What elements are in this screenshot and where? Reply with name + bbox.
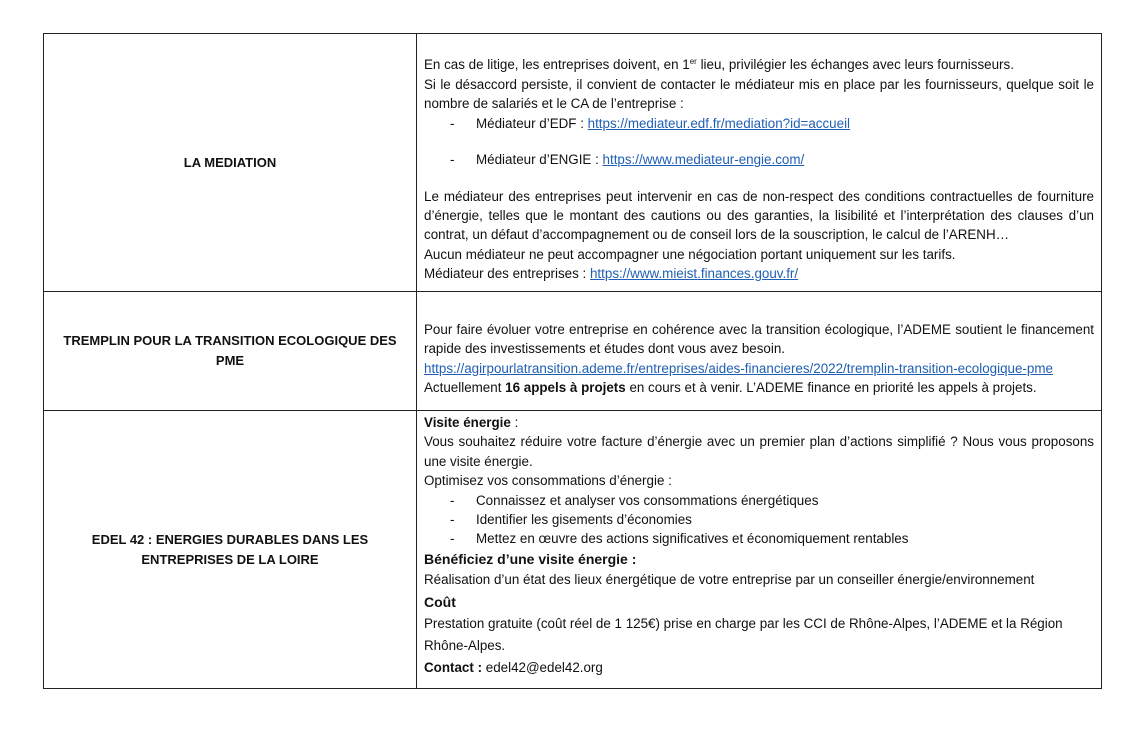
beneficiez-heading: Bénéficiez d’une visite énergie :: [424, 550, 637, 567]
spacer: [450, 133, 1094, 150]
highlight-text: 16 appels à projets: [505, 379, 626, 395]
paragraph: [424, 359, 1094, 378]
row-content-tremplin: [417, 292, 1102, 411]
paragraph: Aucun médiateur ne peut accompagner une négociation portant uniquement sur les tarifs.: [424, 246, 956, 262]
tremplin-link[interactable]: https://agirpourlatransition.ademe.fr/entreprises/aides-financieres/2022/tremplin-transition-ecologique-pme: [424, 360, 1053, 376]
row-label-edel42: EDEL 42 : ENERGIES DURABLES DANS LES ENTREPRISES DE LA LOIRE: [44, 411, 417, 689]
row-label-tremplin: TREMPLIN POUR LA TRANSITION ECOLOGIQUE DES PME: [44, 292, 417, 411]
engie-mediator-link[interactable]: https://www.mediateur-engie.com/: [602, 152, 805, 168]
benefits-list: [424, 491, 1094, 549]
spacer: [424, 170, 1094, 187]
table-row: [44, 34, 1102, 292]
text: :: [510, 415, 519, 430]
superscript: er: [689, 57, 697, 67]
paragraph: Pour faire évoluer votre entreprise en cohérence avec la transition écologique, l’ADEME soutient le financement rapide des investissements et études dont vous avez besoin.: [424, 321, 1094, 357]
paragraph: [424, 413, 1094, 432]
visite-heading: Visite énergie: [424, 415, 511, 430]
paragraph: [424, 657, 1094, 679]
table-row: [44, 292, 1102, 411]
text: en cours et à venir. L’ADEME finance en priorité les appels à projets.: [625, 379, 1037, 395]
engie-label: Médiateur d’ENGIE :: [476, 152, 603, 168]
dash-bullet: -: [450, 152, 455, 168]
row-content-mediation: [417, 34, 1102, 292]
bullet-text: Mettez en œuvre des actions significatives et économiquement rentables: [476, 531, 909, 547]
paragraph: [424, 264, 1094, 283]
bullet-text: Identifier les gisements d’économies: [476, 512, 692, 528]
list-item: [450, 150, 1094, 169]
paragraph: Prestation gratuite (coût réel de 1 125€) prise en charge par les CCI de Rhône-Alpes, l’ADEME et la Région Rhône-Alpes.: [424, 615, 1063, 653]
paragraph: [424, 378, 1094, 397]
text: En cas de litige, les entreprises doivent, en 1: [424, 57, 690, 73]
mie-label: Médiateur des entreprises :: [424, 266, 590, 282]
list-item: [450, 529, 1094, 548]
text: Actuellement: [424, 379, 506, 395]
paragraph: Réalisation d’un état des lieux énergétique de votre entreprise par un conseiller énergie/environnement: [424, 571, 1035, 587]
contact-label: Contact :: [424, 659, 486, 675]
edf-label: Médiateur d’EDF :: [476, 115, 588, 131]
row-label-mediation: LA MEDIATION: [44, 34, 417, 292]
mie-link[interactable]: https://www.mieist.finances.gouv.fr/: [589, 266, 799, 282]
dash-bullet: -: [450, 531, 455, 547]
edf-mediator-link[interactable]: https://mediateur.edf.fr/mediation?id=accueil: [587, 115, 851, 131]
cout-heading: Coût: [424, 593, 456, 610]
contact-email: edel42@edel42.org: [485, 659, 603, 675]
list-item: [450, 510, 1094, 529]
paragraph: Le médiateur des entreprises peut intervenir en cas de non-respect des conditions contractuelles de fourniture d’énergie, telles que le montant des cautions ou des garanties, la lisibilité et l’interprétation des clauses d’un contrat, un défaut d’accompagnement ou de conseil lors de la souscription, le calcul de l’ARENH…: [424, 188, 1094, 243]
dash-bullet: -: [450, 115, 455, 131]
paragraph: [424, 55, 1094, 74]
paragraph: Optimisez vos consommations d’énergie :: [424, 473, 672, 489]
paragraph: Si le désaccord persiste, il convient de contacter le médiateur mis en place par les fournisseurs, quelque soit le nombre de salariés et le CA de l’entreprise :: [424, 76, 1094, 112]
info-table: [43, 33, 1102, 689]
table-row: [44, 411, 1102, 689]
bullet-text: Connaissez et analyser vos consommations énergétiques: [476, 492, 819, 508]
paragraph: Vous souhaitez réduire votre facture d’énergie avec un premier plan d’actions simplifié ? Nous vous proposons une visite énergie.: [424, 434, 1094, 469]
list-item: [450, 491, 1094, 510]
list-item: [450, 114, 1094, 133]
dash-bullet: -: [450, 512, 455, 528]
text: lieu, privilégier les échanges avec leurs fournisseurs.: [696, 57, 1014, 73]
row-content-edel42: [417, 411, 1102, 689]
dash-bullet: -: [450, 492, 455, 508]
mediator-list: [424, 114, 1094, 170]
